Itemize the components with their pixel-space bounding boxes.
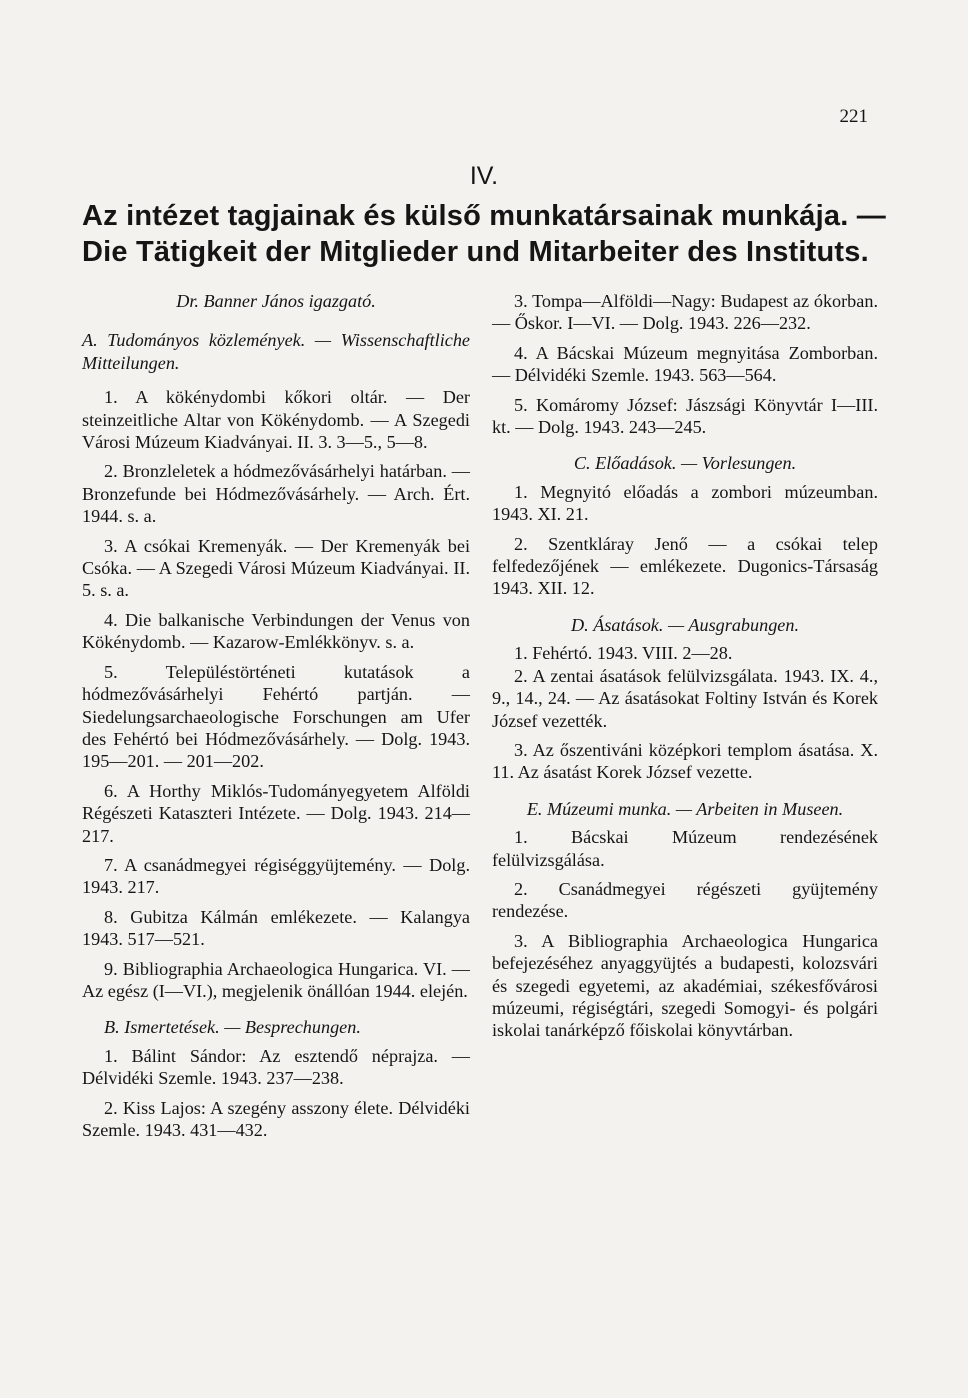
right-column [492, 290, 878, 1042]
list-item: 1. Bácskai Múzeum rendezésének felülvizsgálása. [492, 827, 878, 870]
section-d-heading: D. Ásatások. — Ausgrabungen. [570, 614, 800, 635]
list-item: 3. Tompa—Alföldi—Nagy: Budapest az ókorban. — Őskor. I—VI. — Dolg. 1943. 226—232. [492, 291, 878, 334]
list-item: 2. Szentkláray Jenő — a csókai telep felfedezőjének — emlékezete. Dugonics-Társaság 1943. XII. 12. [492, 533, 878, 599]
list-item: 1. A kökénydombi kőkori oltár. — Der steinzeitliche Altar von Kökénydomb. — A Szegedi Városi Múzeum Kiadványai. II. 3. 3—5., 5—8. [82, 387, 470, 453]
list-item: 1. Bálint Sándor: Az esztendő néprajza. — Délvidéki Szemle. 1943. 237—238. [82, 1045, 470, 1089]
list-item: 3. Az őszentiváni középkori templom ásatása. X. 11. Az ásatást Korek József vezette. [492, 739, 878, 783]
section-a-heading: A. Tudományos közlemények. — Wissenschaftliche Mitteilungen. [82, 330, 470, 373]
section-c-heading: C. Előadások. — Vorlesungen. [573, 453, 797, 474]
page-number: 221 [839, 106, 868, 127]
section-e-heading: E. Múzeumi munka. — Arbeiten in Museen. [526, 798, 844, 819]
director-line: Dr. Banner János igazgató. [176, 291, 376, 311]
list-item: 3. A csókai Kremenyák. — Der Kremenyák bei Csóka. — A Szegedi Városi Múzeum Kiadványai. II. 5. s. a. [82, 535, 470, 601]
list-item: 4. A Bácskai Múzeum megnyitása Zomborban. — Délvidéki Szemle. 1943. 563—564. [492, 342, 878, 386]
list-item: 6. A Horthy Miklós-Tudományegyetem Alföldi Régészeti Kataszteri Intézete. — Dolg. 1943. 214—217. [82, 780, 470, 846]
heading-hungarian: Az intézet tagjainak és külső munkatársainak munkája. — [82, 200, 886, 232]
list-item: 2. A zentai ásatások felülvizsgálata. 1943. IX. 4., 9., 14., 24. — Az ásatásokat Foltiny István és Korek József vezették. [492, 665, 878, 731]
left-column [82, 290, 470, 1141]
list-item: 4. Die balkanische Verbindungen der Venus von Kökénydomb. — Kazarow-Emlékkönyv. s. a. [82, 609, 470, 653]
section-numeral: IV. [469, 162, 499, 190]
list-item: 2. Csanádmegyei régészeti gyüjtemény rendezése. [492, 878, 878, 922]
list-item: 8. Gubitza Kálmán emlékezete. — Kalangya 1943. 517—521. [82, 906, 470, 950]
list-item: 1. Fehértó. 1943. VIII. 2—28. [514, 643, 733, 664]
list-item: 3. A Bibliographia Archaeologica Hungarica befejezéséhez anyaggyüjtés a budapesti, kolozsvári és szegedi egyetemi, az akadémiai, székesfővárosi múzeumi, régiségtári, szegedi Somogyi- és polgári iskolai tanárképző főiskolai könyvtárban. [492, 930, 878, 1041]
list-item: 9. Bibliographia Archaeologica Hungarica. VI. — Az egész (I—VI.), megjelenik önállóan 1944. elején. [82, 958, 470, 1001]
section-b-heading: B. Ismertetések. — Besprechungen. [104, 1017, 361, 1038]
list-item: 5. Komáromy József: Jászsági Könyvtár I—III. kt. — Dolg. 1943. 243—245. [492, 394, 878, 438]
list-item: 1. Megnyitó előadás a zombori múzeumban. 1943. XI. 21. [492, 481, 878, 525]
heading-german: Die Tätigkeit der Mitglieder und Mitarbeiter des Instituts. [82, 236, 869, 268]
list-item: 5. Településtörténeti kutatások a hódmezővásárhelyi Fehértó partján. — Siedelungsarchaeologische Forschungen am Ufer des Fehértó bei Hódmezővásárhely. — Dolg. 1943. 195—201. — 201—202. [82, 661, 470, 772]
list-item: 2. Bronzleletek a hódmezővásárhelyi határban. — Bronzefunde bei Hódmezővásárhely. — Arch. Ért. 1944. s. a. [82, 461, 470, 527]
list-item: 7. A csanádmegyei régiséggyüjtemény. — Dolg. 1943. 217. [82, 854, 470, 898]
list-item: 2. Kiss Lajos: A szegény asszony élete. Délvidéki Szemle. 1943. 431—432. [82, 1097, 470, 1140]
